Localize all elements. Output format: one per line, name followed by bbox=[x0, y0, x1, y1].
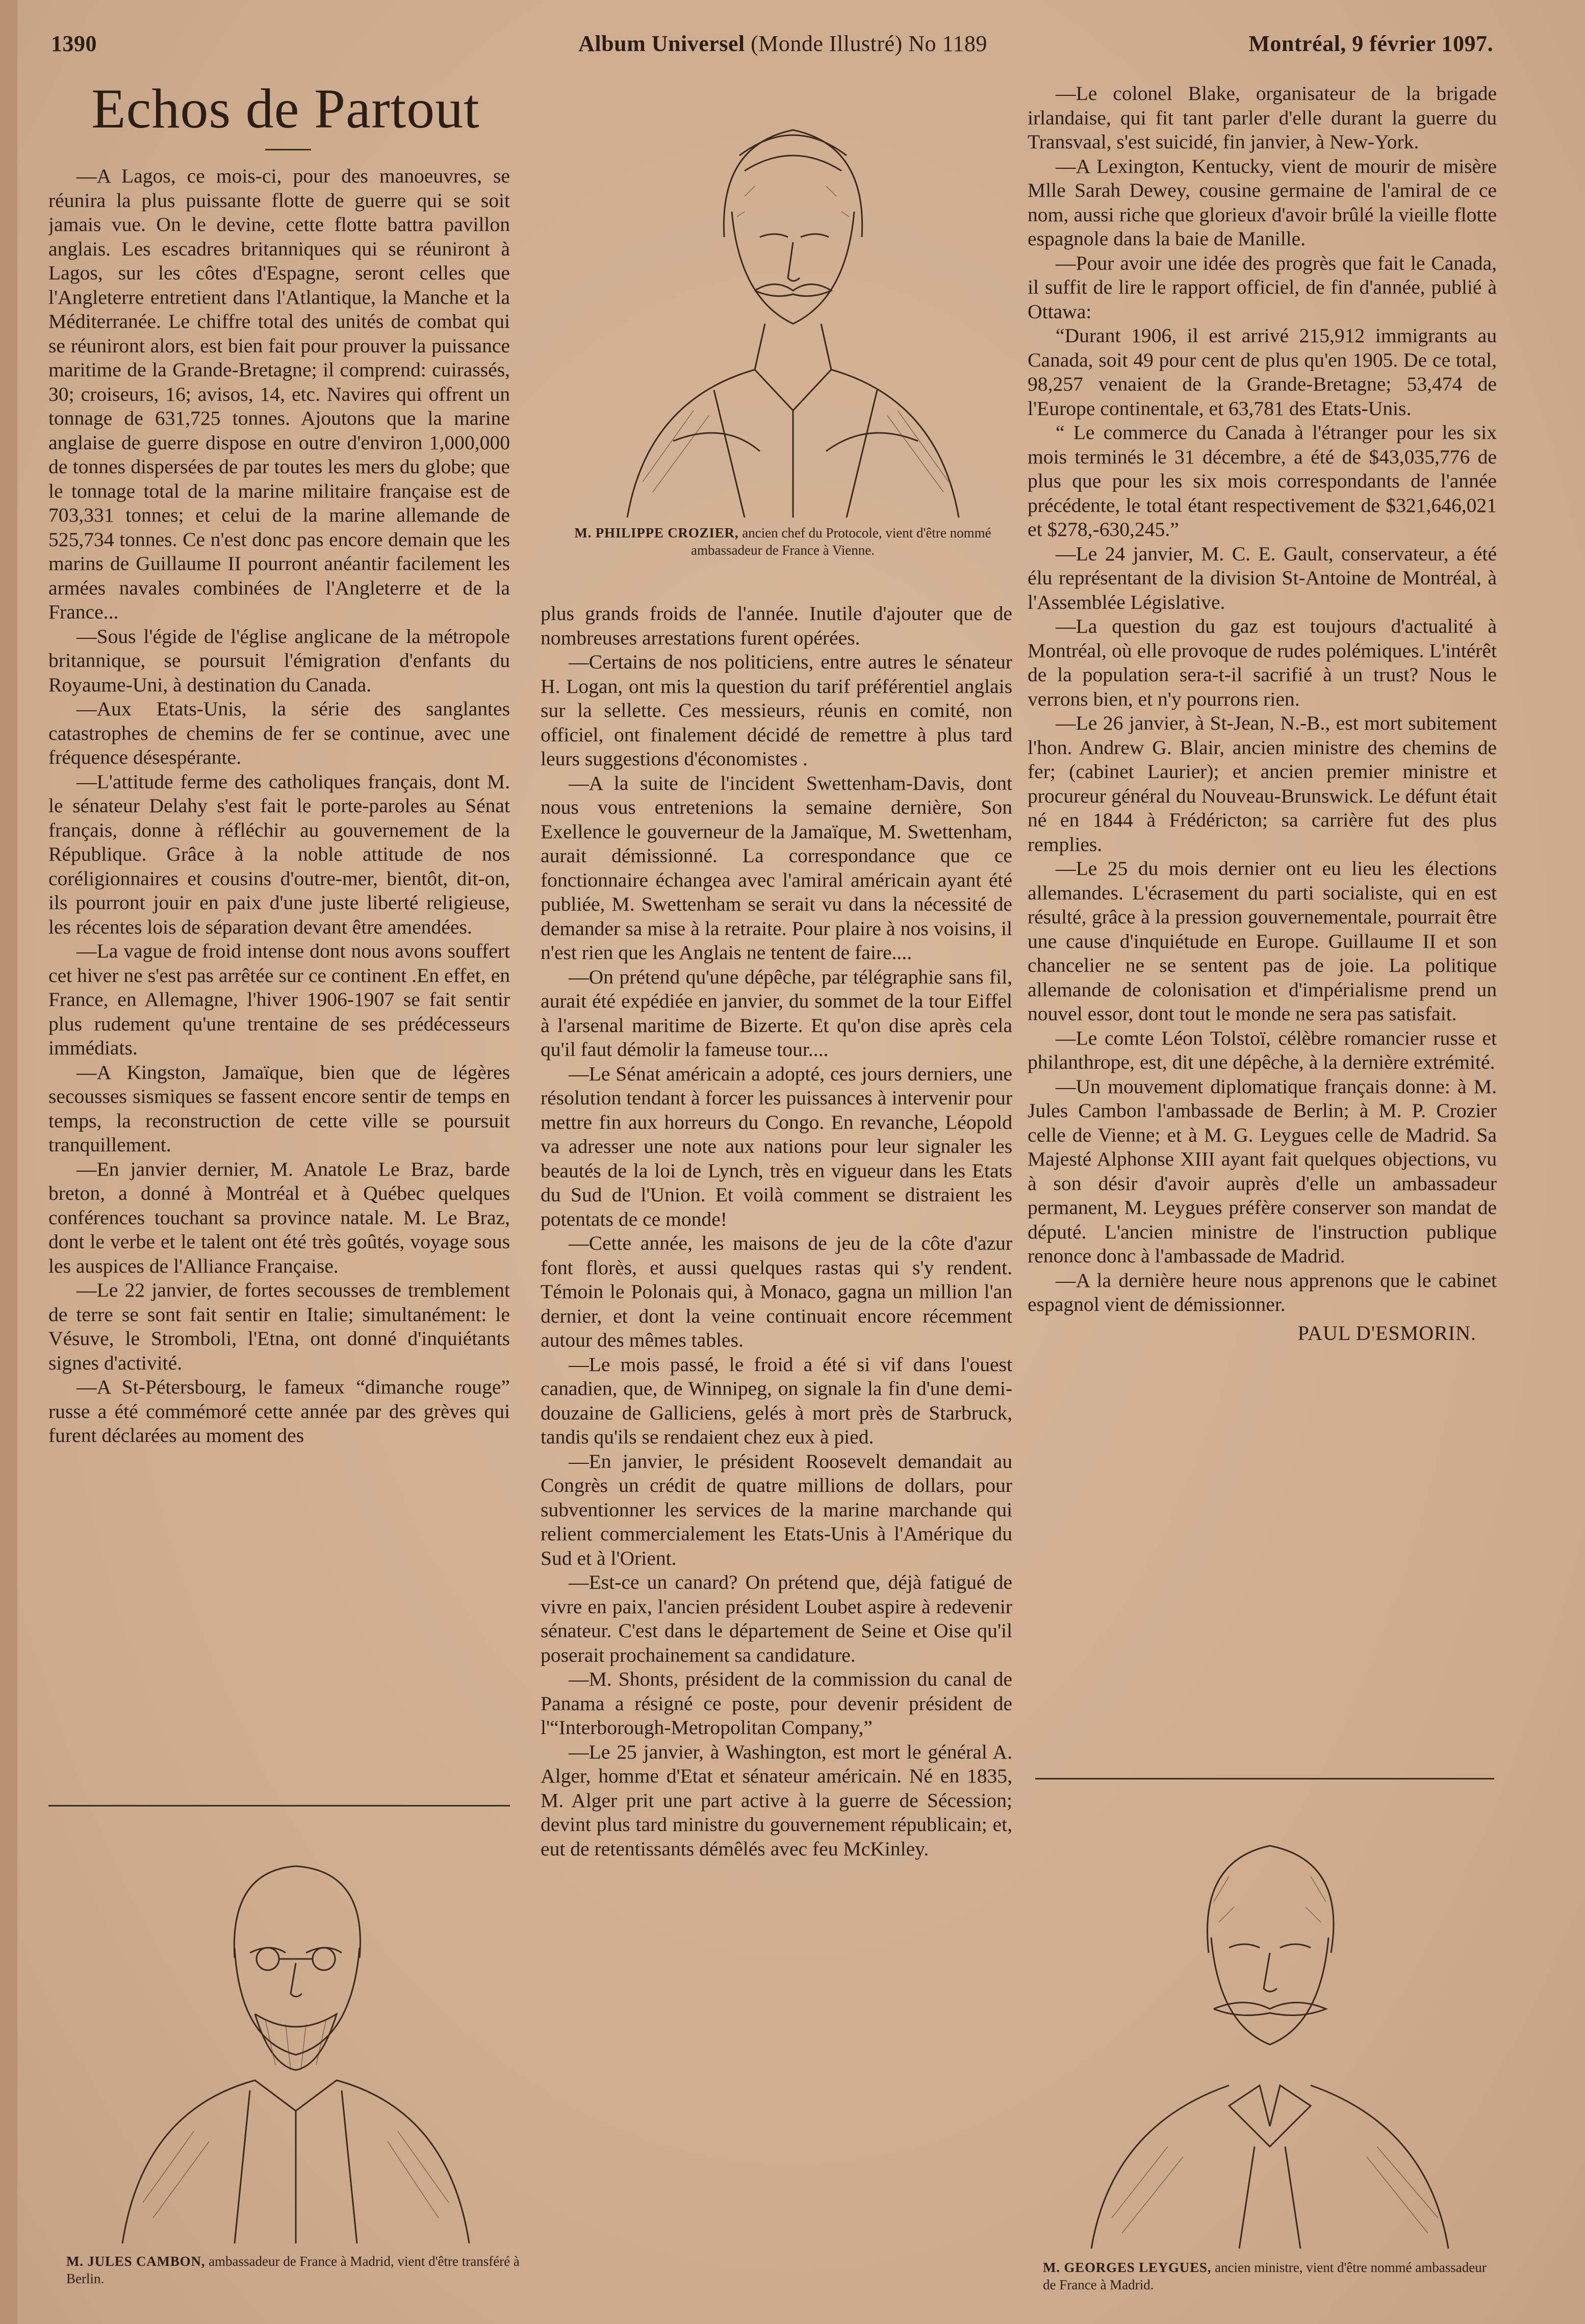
paragraph: —La question du gaz est toujours d'actualité à Montréal, où elle provoque de rudes polémiques. L'intérêt de la population sera-t-il sacrifié à un trust? Nous le verrons bien, et n'y pourrons rien. bbox=[1028, 615, 1497, 710]
publication-name: Album Universel bbox=[578, 31, 745, 56]
paragraph: —Pour avoir une idée des progrès que fait le Canada, il suffit de lire le rapport officiel, de fin d'année, publié à Ottawa: bbox=[1028, 251, 1497, 323]
paragraph: —A la suite de l'incident Swettenham-Davis, dont nous vous entretenions la semaine dernière, Son Exellence le gouverneur de la Jamaïque, M. Swettenham, aurait démissionné. La correspondance que ce fonctionnaire échangea avec l'amiral américain ayant été publiée, M. Swettenham se serait vu dans la nécessité de demander sa mise à la retraite. Pour plaire à nos voisins, il n'est rien que les Anglais ne tentent de faire.... bbox=[541, 771, 1012, 964]
paragraph: —Le 22 janvier, de fortes secousses de tremblement de terre se sont fait sentir en Italie; simultanément: le Vésuve, le Stromboli, l'Etna, ont donné d'inquiétants signes d'activité. bbox=[48, 1279, 510, 1374]
paragraph: —Le 26 janvier, à St-Jean, N.-B., est mort subitement l'hon. Andrew G. Blair, ancien ministre des chemins de fer; (cabinet Laurier); et ancien premier ministre et procureur général du Nouveau-Brunswick. Le défunt était né en 1844 à Frédéricton; sa carrière fut des plus remplies. bbox=[1028, 712, 1497, 856]
issue-date: Montréal, 9 février 1097. bbox=[1248, 31, 1493, 56]
portrait-caption-cambon bbox=[66, 2253, 525, 2287]
paragraph: —Aux Etats-Unis, la série des sanglantes catastrophes de chemins de fer se continue, avec une fréquence désespérante. bbox=[48, 698, 510, 768]
paragraph: —A St-Pétersbourg, le fameux “dimanche rouge” russe a été commémoré cette année par des grèves qui furent déclarées au moment des bbox=[48, 1376, 510, 1447]
paragraph: —En janvier dernier, M. Anatole Le Braz, barde breton, a donné à Montréal et à Québec quelques conférences touchant sa province natale. M. Le Braz, dont le verbe et le talent ont été très goûtés, voyage sous les auspices de l'Alliance Française. bbox=[48, 1157, 510, 1277]
paragraph: —On prétend qu'une dépêche, par télégraphie sans fil, aurait été expédiée en janvier, du sommet de la tour Eiffel à l'arsenal maritime de Bizerte. Et qu'on dise après cela qu'il faut démolir la fameuse tour.... bbox=[541, 965, 1012, 1061]
caption-name: M. PHILIPPE CROZIER, bbox=[574, 525, 739, 540]
portrait-leygues bbox=[1061, 1800, 1479, 2249]
paragraph: —Le comte Léon Tolstoï, célèbre romancier russe et philanthrope, est, dit une dépêche, à la dernière extrémité. bbox=[1028, 1026, 1497, 1073]
paragraph: —A Lexington, Kentucky, vient de mourir de misère Mlle Sarah Dewey, cousine germaine de l'amiral de ce nom, aussi riche que glorieux d'avoir brûlé la vieille flotte espagnole dans la baie de Manille. bbox=[1028, 154, 1497, 250]
portrait-leygues-drawing bbox=[1061, 1800, 1479, 2249]
paragraph: —Sous l'égide de l'église anglicane de la métropole britannique, se poursuit l'émigration d'enfants du Royaume-Uni, à destination du Canada. bbox=[48, 625, 510, 696]
paragraph: plus grands froids de l'année. Inutile d'ajouter que de nombreuses arrestations furent opérées. bbox=[541, 602, 1012, 649]
paragraph: —Le 24 janvier, M. C. E. Gault, conservateur, a été élu représentant de la division St-Antoine de Montréal, à l'Assemblée Législative. bbox=[1028, 542, 1497, 613]
portrait-cambon-drawing bbox=[82, 1825, 500, 2243]
paragraph: —Le 25 janvier, à Washington, est mort le général A. Alger, homme d'Etat et sénateur américain. Né en 1835, M. Alger prit une part active à la guerre de Sécession; devint plus tard ministre du gouvernement républicain; et, eut de retentissants démêlés avec feu McKinley. bbox=[541, 1740, 1012, 1860]
portrait-caption-leygues bbox=[1043, 2259, 1502, 2293]
portrait-caption-crozier bbox=[556, 524, 1010, 559]
issue-number: No 1189 bbox=[908, 31, 987, 56]
section-divider-left bbox=[48, 1805, 510, 1806]
paragraph: “Durant 1906, il est arrivé 215,912 immigrants au Canada, soit 49 pour cent de plus qu'en 1905. De ce total, 98,257 venaient de la Grande-Bretagne; 53,474 de l'Europe continentale, et 63,781 des Etats-Unis. bbox=[1028, 324, 1497, 420]
paragraph: —A Kingston, Jamaïque, bien que de légères secousses sismiques se fassent encore sentir de temps en temps, la reconstruction de cette ville se poursuit tranquillement. bbox=[48, 1061, 510, 1156]
running-header bbox=[543, 31, 1022, 57]
page-number: 1390 bbox=[51, 31, 97, 56]
paragraph: —L'attitude ferme des catholiques français, dont M. le sénateur Delahy s'est fait le porte-paroles au Sénat français, donne à réfléchir au gouvernement de la République. Grâce à la noble attitude de nos coréligionnaires et cousins d'outre-mer, bientôt, dit-on, ils pourront jouir en paix d'une juste liberté religieuse, les récentes lois de séparation devant être amendées. bbox=[48, 770, 510, 938]
text-column-2 bbox=[541, 602, 1012, 2236]
paragraph: —M. Shonts, président de la commission du canal de Panama a résigné ce poste, pour devenir président de l'“Interborough-Metropolitan Company,” bbox=[541, 1668, 1012, 1739]
paragraph: —Le Sénat américain a adopté, ces jours derniers, une résolution tendant à forcer les puissances à intervenir pour mettre fin aux horreurs du Congo. En revanche, Léopold va adresser une note aux nations pour leur signaler les beautés de la loi de Lynch, très en vigueur dans les Etats du Sud de l'Union. Et voilà comment se distraient les potentats de ce monde! bbox=[541, 1062, 1012, 1230]
portrait-crozier bbox=[592, 84, 994, 518]
author-signature: PAUL D'ESMORIN. bbox=[1297, 1321, 1476, 1345]
text-column-1 bbox=[48, 164, 510, 1778]
publication-edition: (Monde Illustré) bbox=[751, 31, 903, 56]
paragraph: —Cette année, les maisons de jeu de la côte d'azur font florès, et aussi quelques rastas qui s'y rendent. Témoin le Polonais qui, à Monaco, gagna un million l'an dernier, et dont la veine continuait encore récemment autour des mêmes tables. bbox=[541, 1232, 1012, 1351]
portrait-crozier-drawing bbox=[592, 84, 994, 518]
paragraph: —La vague de froid intense dont nous avons souffert cet hiver ne s'est pas arrêtée sur ce continent .En effet, en France, en Allemagne, l'hiver 1906-1907 se fait sentir plus rudement qu'une trentaine de ses prédécesseurs immédiats. bbox=[48, 940, 510, 1059]
paragraph: —Le colonel Blake, organisateur de la brigade irlandaise, qui fit tant parler d'elle durant la guerre du Transvaal, s'est suicidé, fin janvier, à New-York. bbox=[1028, 82, 1497, 153]
paragraph: “ Le commerce du Canada à l'étranger pour les six mois terminés le 31 décembre, a été de $43,035,776 de plus que pour les six mois correspondants de l'année précédente, le total étant respectivement de $321,646,021 et $278,-630,245.” bbox=[1028, 421, 1497, 540]
caption-name: M. JULES CAMBON, bbox=[66, 2254, 206, 2269]
paragraph: —Certains de nos politiciens, entre autres le sénateur H. Logan, ont mis la question du tarif préférentiel anglais sur la sellette. Ces messieurs, réunis en comité, non officiel, ont finalement décidé de remettre à plus tard leurs suggestions d'économistes . bbox=[541, 651, 1012, 770]
article-title: Echos de Partout bbox=[91, 78, 480, 140]
text-column-3 bbox=[1028, 82, 1497, 1764]
paragraph: —Un mouvement diplomatique français donne: à M. Jules Cambon l'ambassade de Berlin; à M. P. Crozier celle de Vienne; et à M. G. Leygues celle de Madrid. Sa Majesté Alphonse XIII ayant fait quelques objections, vu à son désir d'avoir auprès d'elle un ambassadeur permanent, M. Leygues préfère conserver son mandat de député. L'ancien ministre de l'instruction publique renonce donc à l'ambassade de Madrid. bbox=[1028, 1075, 1497, 1267]
portrait-cambon bbox=[82, 1825, 500, 2243]
paragraph: —Le mois passé, le froid a été si vif dans l'ouest canadien, que, de Winnipeg, on signale la fin d'une demi-douzaine de Galliciens, gelés à mort près de Starbruck, tandis qu'ils se rendaient chez eux à pied. bbox=[541, 1353, 1012, 1448]
caption-text: ambassadeur de France à Madrid, vient d'être transféré à Berlin. bbox=[66, 2254, 520, 2286]
paragraph: —Le 25 du mois dernier ont eu lieu les élections allemandes. L'écrasement du parti socialiste, qui en est résulté, grâce à la pression gouvernementale, pourrait être une cause d'inquiétude en Europe. Guillaume II et son chancelier ne se sentent pas de joie. La politique allemande de colonisation et d'impérialisme prend un nouvel essor, dont tout le monde ne sera pas satisfait. bbox=[1028, 857, 1497, 1025]
page-edge bbox=[0, 0, 17, 2324]
paragraph: —Est-ce un canard? On prétend que, déjà fatigué de vivre en paix, l'ancien président Loubet aspire à redevenir sénateur. C'est dans le département de Seine et Oise qu'il poserait prochainement sa candidature. bbox=[541, 1571, 1012, 1666]
paragraph: —A Lagos, ce mois-ci, pour des manoeuvres, se réunira la plus puissante flotte de guerre qui se soit jamais vue. On le devine, cette flotte battra pavillon anglais. Les escadres britanniques qui se réuniront à Lagos, sur les côtes d'Espagne, seront celles que l'Angleterre entretient dans l'Atlantique, la Manche et la Méditerranée. Le chiffre total des unités de combat qui se réuniront alors, est bien fait pour prouver la puissance maritime de la Grande-Bretagne; il comprend: cuirassés, 30; croiseurs, 16; avisos, 14, etc. Navires qui offrent un tonnage de 631,725 tonnes. Ajoutons que la marine anglaise de guerre dispose en outre d'environ 1,000,000 de tonnes dispersées de par toutes les mers du globe; que le tonnage total de la marine militaire française est de 703,331 tonnes; et celui de la marine allemande de 525,734 tonnes. Ce n'est donc pas encore demain que les marins de Guillaume II pourront anéantir facilement les armées navales combinées de l'Angleterre et de la France... bbox=[48, 165, 510, 623]
caption-text: ancien chef du Protocole, vient d'être nommé ambassadeur de France à Vienne. bbox=[691, 525, 991, 558]
paragraph: —A la dernière heure nous apprenons que le cabinet espagnol vient de démissionner. bbox=[1028, 1269, 1497, 1315]
section-divider-right bbox=[1035, 1778, 1494, 1779]
paragraph: —En janvier, le président Roosevelt demandait au Congrès un crédit de quatre millions de dollars, pour subventionner les services de la marine marchande qui relient commercialement les Etats-Unis à l'Amérique du Sud et à l'Orient. bbox=[541, 1450, 1012, 1569]
title-divider bbox=[265, 149, 311, 150]
caption-text: ancien ministre, vient d'être nommé ambassadeur de France à Madrid. bbox=[1043, 2260, 1487, 2292]
caption-name: M. GEORGES LEYGUES, bbox=[1043, 2260, 1212, 2275]
